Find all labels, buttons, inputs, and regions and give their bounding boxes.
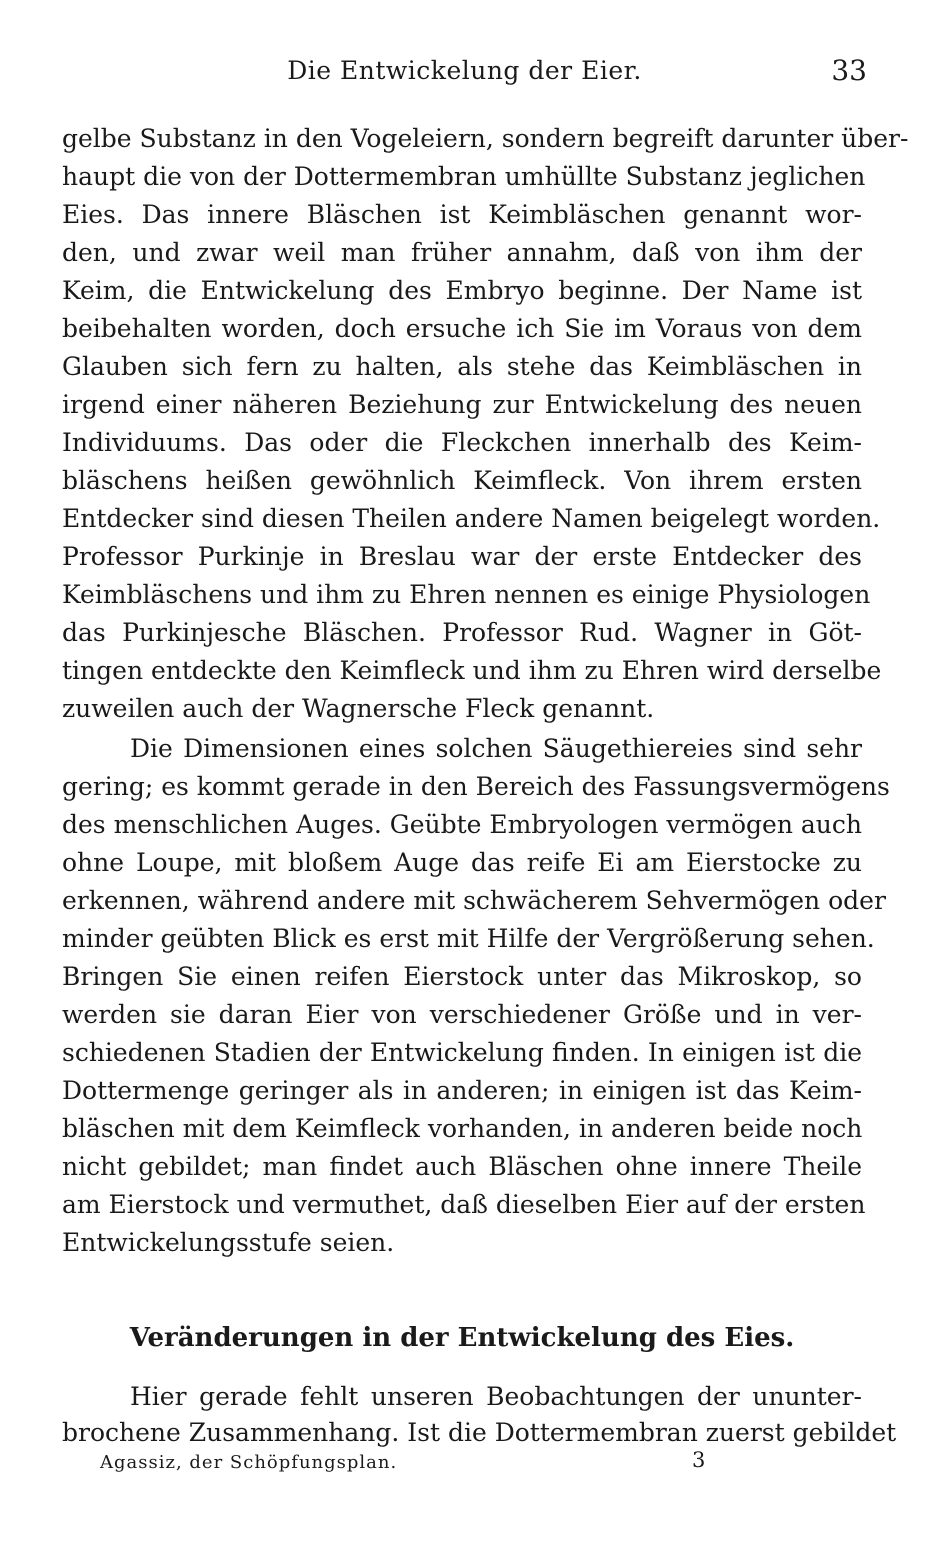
text-line: Entdecker sind diesen Theilen andere Namen beigelegt worden. (62, 504, 881, 533)
text-line: brochene Zusammenhang. Ist die Dottermembran zuerst gebildet (62, 1418, 897, 1447)
text-line: bläschen mit dem Keimfleck vorhanden, in anderen beide noch (62, 1114, 863, 1143)
text-line: erkennen, während andere mit schwächerem Sehvermögen oder (62, 886, 886, 915)
text-line: Keim, die Entwickelung des Embryo beginne. Der Name ist (62, 276, 862, 305)
text-line: schiedenen Stadien der Entwickelung finden. In einigen ist die (62, 1038, 862, 1067)
text-line: Die Dimensionen eines solchen Säugethiereies sind sehr (130, 734, 862, 763)
text-line: nicht gebildet; man findet auch Bläschen ohne innere Theile (62, 1152, 862, 1181)
text-line: gering; es kommt gerade in den Bereich des Fassungsvermögens (62, 772, 890, 801)
signature-mark: 3 (692, 1448, 706, 1472)
text-line: Professor Purkinje in Breslau war der erste Entdecker des (62, 542, 862, 571)
text-line: tingen entdeckte den Keimfleck und ihm zu Ehren wird derselbe (62, 656, 882, 685)
running-header (62, 56, 867, 92)
text-line: ohne Loupe, mit bloßem Auge das reife Ei am Eierstocke zu (62, 848, 862, 877)
text-line: Eies. Das innere Bläschen ist Keimbläschen genannt wor- (62, 200, 862, 229)
text-line: zuweilen auch der Wagnersche Fleck genannt. (62, 694, 655, 723)
text-line: den, und zwar weil man früher annahm, daß von ihm der (62, 238, 862, 267)
text-line: bläschens heißen gewöhnlich Keimfleck. Von ihrem ersten (62, 466, 862, 495)
text-line: minder geübten Blick es erst mit Hilfe der Vergrößerung sehen. (62, 924, 875, 953)
text-line: Dottermenge geringer als in anderen; in einigen ist das Keim- (62, 1076, 862, 1105)
text-line: des menschlichen Auges. Geübte Embryologen vermögen auch (62, 810, 862, 839)
text-line: gelbe Substanz in den Vogeleiern, sondern begreift darunter über- (62, 124, 909, 153)
text-line: Bringen Sie einen reifen Eierstock unter das Mikroskop, so (62, 962, 862, 991)
text-line: Entwickelungsstufe seien. (62, 1228, 395, 1257)
text-line: Glauben sich fern zu halten, als stehe das Keimbläschen in (62, 352, 862, 381)
text-line: Hier gerade fehlt unseren Beobachtungen der ununter- (130, 1382, 862, 1411)
section-heading: Veränderungen in der Entwickelung des Eies. (129, 1323, 795, 1353)
text-line: werden sie daran Eier von verschiedener Größe und in ver- (62, 1000, 862, 1029)
text-line: haupt die von der Dottermembran umhüllte Substanz jeglichen (62, 162, 866, 191)
text-line: Keimbläschens und ihm zu Ehren nennen es einige Physiologen (62, 580, 871, 609)
signature-line: Agassiz, der Schöpfungsplan. (100, 1452, 398, 1473)
text-line: Individuums. Das oder die Fleckchen innerhalb des Keim- (62, 428, 862, 457)
running-title: Die Entwickelung der Eier. (287, 56, 642, 85)
text-line: irgend einer näheren Beziehung zur Entwickelung des neuen (62, 390, 862, 419)
text-line: das Purkinjesche Bläschen. Professor Rud. Wagner in Göt- (62, 618, 862, 647)
page-footer (100, 1448, 740, 1482)
text-line: am Eierstock und vermuthet, daß dieselben Eier auf der ersten (62, 1190, 866, 1219)
text-line: beibehalten worden, doch ersuche ich Sie im Voraus von dem (62, 314, 862, 343)
page-number: 33 (831, 54, 867, 87)
